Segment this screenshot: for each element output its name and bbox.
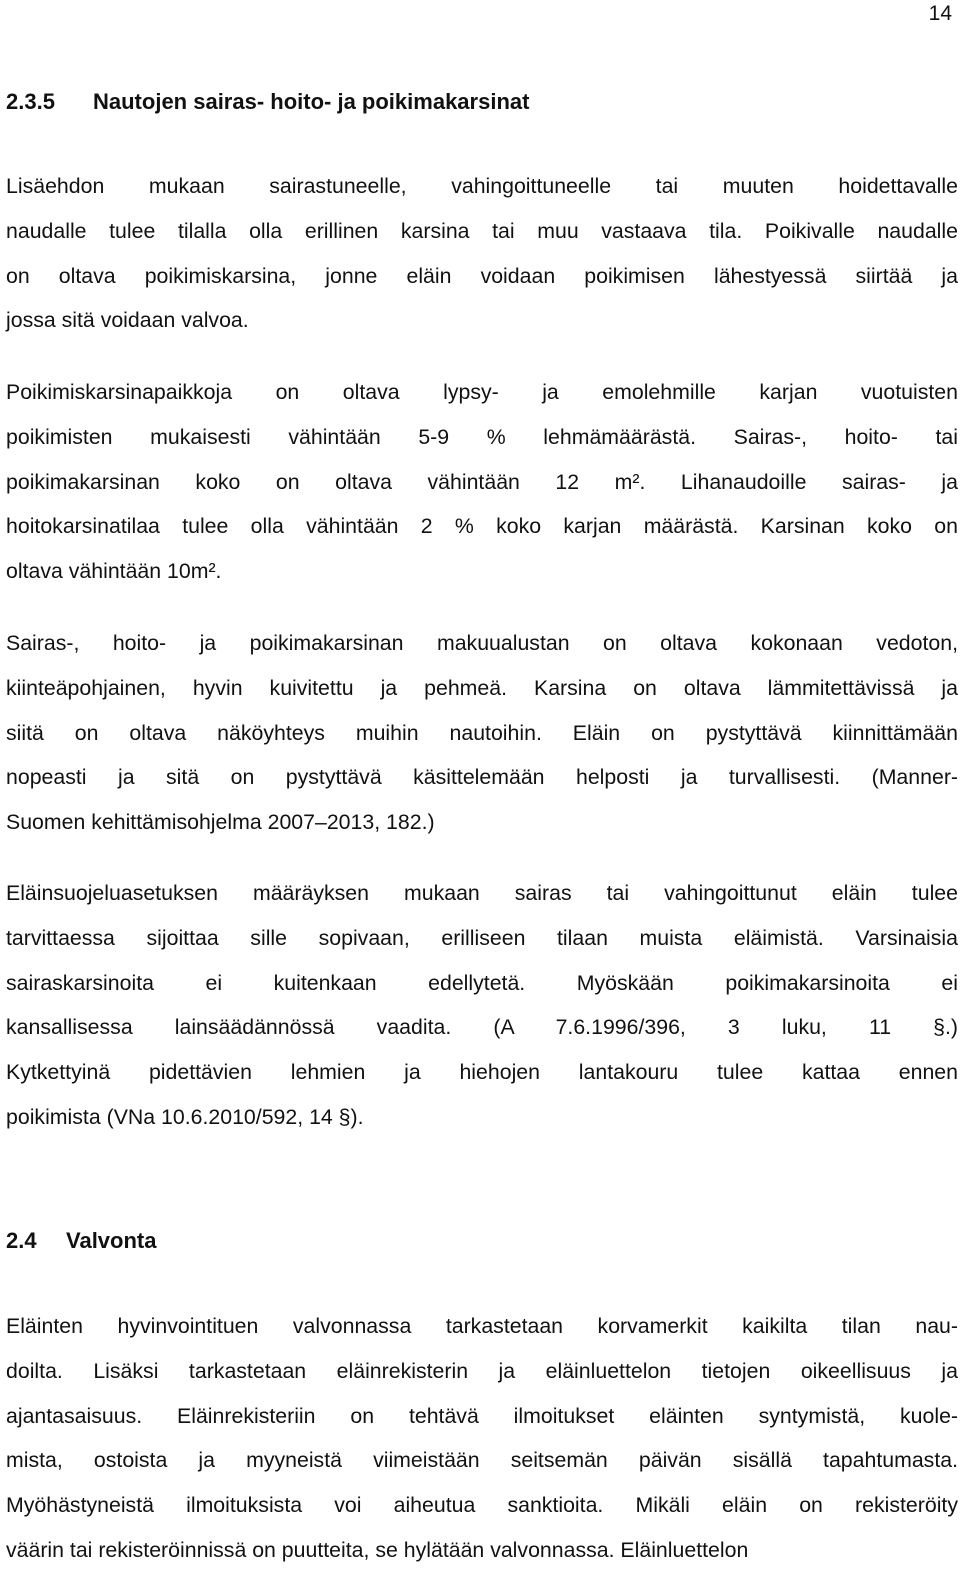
paragraph-line: nopeasti ja sitä on pystyttävä käsittelemään helposti ja turvallisesti. (Manner- bbox=[6, 765, 958, 790]
paragraph-line: naudalle tulee tilalla olla erillinen karsina tai muu vastaava tila. Poikivalle naudalle bbox=[6, 218, 958, 243]
paragraph-line: tarvittaessa sijoittaa sille sopivaan, erilliseen tilaan muista eläimistä. Varsinaisia bbox=[6, 925, 958, 950]
paragraph-line: kansallisessa lainsäädännössä vaadita. (A 7.6.1996/396, 3 luku, 11 §.) bbox=[6, 1015, 958, 1040]
paragraph-line: Suomen kehittämisohjelma 2007–2013, 182.) bbox=[6, 810, 435, 835]
paragraph-line: Poikimiskarsinapaikkoja on oltava lypsy- ja emolehmille karjan vuotuisten bbox=[6, 380, 958, 404]
paragraph-line: jossa sitä voidaan valvoa. bbox=[6, 308, 249, 333]
section-title: Nautojen sairas- hoito- ja poikimakarsinat bbox=[93, 89, 530, 114]
paragraph-line: väärin tai rekisteröinnissä on puutteita, se hylätään valvonnassa. Eläinluettelon bbox=[6, 1537, 749, 1562]
paragraph-line: siitä on oltava näköyhteys muihin nautoihin. Eläin on pystyttävä kiinnittämään bbox=[6, 720, 958, 745]
paragraph bbox=[6, 621, 958, 845]
paragraph-line: ajantasaisuus. Eläinrekisteriin on tehtävä ilmoitukset eläinten syntymistä, kuole- bbox=[6, 1403, 958, 1428]
section-number: 2.3.5 bbox=[6, 89, 55, 114]
paragraph-line: Kytkettyinä pidettävien lehmien ja hiehojen lantakouru tulee kattaa ennen bbox=[6, 1060, 958, 1085]
paragraph-line: Eläinten hyvinvointituen valvonnassa tarkastetaan korvamerkit kaikilta tilan nau- bbox=[6, 1314, 958, 1338]
paragraph-line: Sairas-, hoito- ja poikimakarsinan makuualustan on oltava kokonaan vedoton, bbox=[6, 631, 958, 655]
paragraph bbox=[6, 1304, 958, 1573]
paragraph bbox=[6, 370, 958, 594]
paragraph bbox=[6, 164, 958, 343]
paragraph-line: Lisäehdon mukaan sairastuneelle, vahingoittuneelle tai muuten hoidettavalle bbox=[6, 174, 958, 198]
paragraph-line: sairaskarsinoita ei kuitenkaan edellytetä. Myöskään poikimakarsinoita ei bbox=[6, 970, 958, 995]
paragraph-line: oltava vähintään 10m². bbox=[6, 559, 222, 584]
paragraph-line: on oltava poikimiskarsina, jonne eläin voidaan poikimisen lähestyessä siirtää ja bbox=[6, 263, 958, 288]
paragraph-line: Eläinsuojeluasetuksen määräyksen mukaan sairas tai vahingoittunut eläin tulee bbox=[6, 881, 958, 905]
paragraph-line: hoitokarsinatilaa tulee olla vähintään 2 % koko karjan määrästä. Karsinan koko on bbox=[6, 514, 958, 539]
paragraph-line: poikimisten mukaisesti vähintään 5-9 % lehmämäärästä. Sairas-, hoito- tai bbox=[6, 424, 958, 449]
paragraph-line: Myöhästyneistä ilmoituksista voi aiheutua sanktioita. Mikäli eläin on rekisteröity bbox=[6, 1493, 958, 1518]
paragraph bbox=[6, 871, 958, 1140]
page-number: 14 bbox=[928, 2, 952, 25]
section-heading-2-4 bbox=[6, 1227, 156, 1255]
section-title: Valvonta bbox=[66, 1228, 157, 1253]
paragraph-line: kiinteäpohjainen, hyvin kuivitettu ja pehmeä. Karsina on oltava lämmitettävissä ja bbox=[6, 675, 958, 700]
section-number: 2.4 bbox=[6, 1228, 37, 1253]
paragraph-line: poikimakarsinan koko on oltava vähintään 12 m². Lihanaudoille sairas- ja bbox=[6, 469, 958, 494]
section-heading-2-3-5 bbox=[6, 88, 529, 116]
paragraph-line: doilta. Lisäksi tarkastetaan eläinrekisterin ja eläinluettelon tietojen oikeellisuus ja bbox=[6, 1358, 958, 1383]
paragraph-line: poikimista (VNa 10.6.2010/592, 14 §). bbox=[6, 1104, 364, 1129]
paragraph-line: mista, ostoista ja myyneistä viimeistään seitsemän päivän sisällä tapahtumasta. bbox=[6, 1448, 958, 1473]
